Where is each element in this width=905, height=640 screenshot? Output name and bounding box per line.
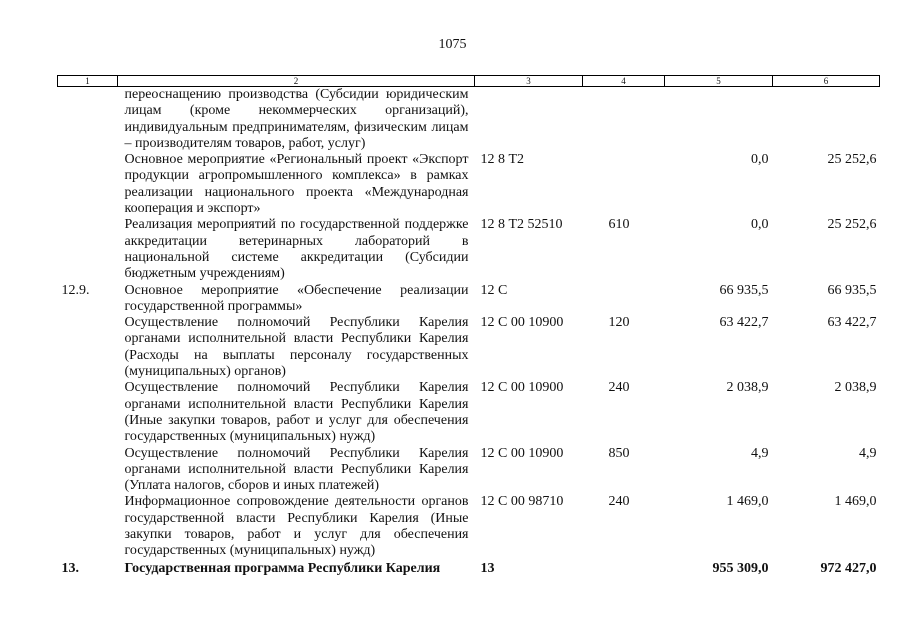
row-amount-col5 bbox=[665, 87, 773, 153]
row-target-code: 12 С 00 10900 bbox=[480, 315, 564, 331]
total-row-amount-col5: 955 309,0 bbox=[712, 560, 769, 576]
row-name: Информационное сопровождение деятельности органов государственной власти Республики Карелия (Иные закупки товаров, работ и услуг для обеспечения государственных (муниципальных) нужд) bbox=[124, 494, 469, 559]
total-row-name: Государственная программа Республики Карелия bbox=[124, 560, 441, 576]
column-header: 4 bbox=[583, 76, 665, 87]
row-name: Осуществление полномочий Республики Карелия органами исполнительной власти Республики Карелия (Иные закупки товаров, работ и услуг для обеспечения государственных (муниципальных) нужд) bbox=[124, 380, 469, 445]
total-row-expense-type bbox=[583, 560, 665, 577]
row-amount-col6: 25 252,6 bbox=[827, 152, 877, 168]
row-number bbox=[58, 446, 118, 495]
table-row bbox=[58, 283, 880, 316]
row-name: Осуществление полномочий Республики Карелия органами исполнительной власти Республики Карелия (Расходы на выплаты персоналу государственных (муниципальных) органов) bbox=[124, 315, 469, 380]
table-row bbox=[58, 315, 880, 380]
table-body bbox=[58, 87, 880, 577]
row-target-code: 12 8 Т2 bbox=[480, 152, 525, 168]
row-number bbox=[58, 217, 118, 282]
row-target-code: 12 8 Т2 52510 bbox=[480, 217, 563, 233]
row-name: Осуществление полномочий Республики Карелия органами исполнительной власти Республики Карелия (Уплата налогов, сборов и иных платежей) bbox=[124, 445, 469, 494]
row-amount-col6: 2 038,9 bbox=[834, 380, 877, 396]
table-row bbox=[58, 380, 880, 445]
column-header: 2 bbox=[118, 76, 475, 87]
row-name: Основное мероприятие «Обеспечение реализации государственной программы» bbox=[124, 282, 469, 314]
row-amount-col5: 0,0 bbox=[751, 217, 769, 233]
row-expense-type bbox=[583, 87, 665, 153]
row-target-code bbox=[475, 87, 583, 153]
row-number: 12.9. bbox=[61, 282, 90, 298]
row-amount-col5: 63 422,7 bbox=[719, 315, 769, 331]
table-total-row bbox=[58, 560, 880, 577]
row-name: Основное мероприятие «Региональный проект «Экспорт продукции агропромышленного комплекса» в рамках реализации национального проекта «Международная кооперация и экспорт» bbox=[124, 152, 469, 217]
row-amount-col5: 4,9 bbox=[751, 445, 769, 461]
row-expense-type: 120 bbox=[608, 315, 630, 331]
row-expense-type: 240 bbox=[608, 494, 630, 510]
row-name: переоснащению производства (Субсидии юридическим лицам (кроме некоммерческих организаций), индивидуальным предпринимателям, физическим лицам – производителям товаров, работ, услуг) bbox=[124, 87, 469, 151]
row-number bbox=[58, 380, 118, 445]
row-amount-col6: 66 935,5 bbox=[827, 282, 877, 298]
row-expense-type: 610 bbox=[608, 217, 630, 233]
table-row bbox=[58, 446, 880, 495]
row-expense-type bbox=[583, 152, 665, 217]
column-header: 5 bbox=[665, 76, 773, 87]
table-row bbox=[58, 217, 880, 282]
row-expense-type bbox=[583, 283, 665, 316]
row-amount-col5: 0,0 bbox=[751, 152, 769, 168]
row-amount-col6 bbox=[773, 87, 880, 153]
page-number: 1075 bbox=[438, 37, 467, 52]
table-row bbox=[58, 87, 880, 153]
column-header: 1 bbox=[58, 76, 118, 87]
row-number bbox=[58, 87, 118, 153]
total-row-number: 13. bbox=[61, 560, 79, 576]
row-expense-type: 240 bbox=[608, 380, 630, 396]
budget-table bbox=[57, 75, 880, 577]
column-number-row bbox=[58, 76, 880, 87]
row-number bbox=[58, 315, 118, 380]
total-row-target-code: 13 bbox=[480, 560, 495, 576]
row-target-code: 12 С 00 10900 bbox=[480, 445, 564, 461]
row-amount-col5: 2 038,9 bbox=[726, 380, 769, 396]
row-amount-col6: 4,9 bbox=[859, 445, 877, 461]
table-header bbox=[58, 76, 880, 87]
table-row bbox=[58, 152, 880, 217]
column-header: 3 bbox=[475, 76, 583, 87]
row-amount-col6: 1 469,0 bbox=[834, 494, 877, 510]
column-header: 6 bbox=[773, 76, 880, 87]
row-number bbox=[58, 494, 118, 559]
row-expense-type: 850 bbox=[608, 445, 630, 461]
row-name: Реализация мероприятий по государственной поддержке аккредитации ветеринарных лабораторий в национальной системе аккредитации (Субсидии бюджетным учреждениям) bbox=[124, 217, 469, 282]
row-amount-col5: 1 469,0 bbox=[726, 494, 769, 510]
total-row-amount-col6: 972 427,0 bbox=[820, 560, 877, 576]
row-amount-col5: 66 935,5 bbox=[719, 282, 769, 298]
row-target-code: 12 С bbox=[480, 282, 508, 298]
row-target-code: 12 С 00 98710 bbox=[480, 494, 564, 510]
table-row bbox=[58, 494, 880, 559]
row-target-code: 12 С 00 10900 bbox=[480, 380, 564, 396]
row-number bbox=[58, 152, 118, 217]
row-amount-col6: 25 252,6 bbox=[827, 217, 877, 233]
row-amount-col6: 63 422,7 bbox=[827, 315, 877, 331]
